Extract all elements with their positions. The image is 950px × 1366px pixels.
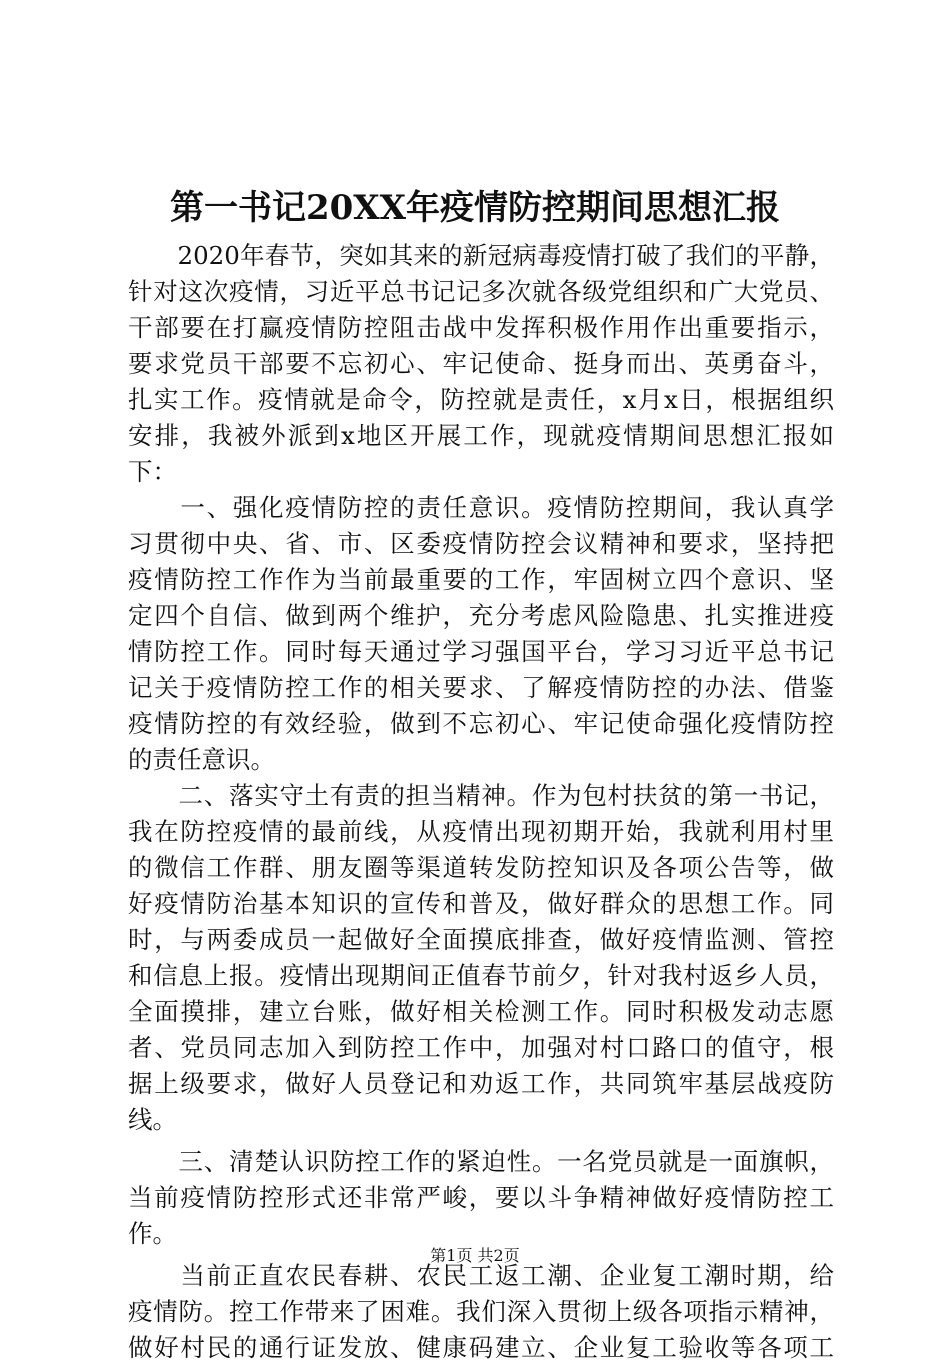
text-line: 扎实工作。疫情就是命令，防控就是责任，x月x日，根据组织 <box>128 385 834 414</box>
text-line: 习贯彻中央、省、市、区委疫情防控会议精神和要求，坚持把 <box>128 529 834 558</box>
text-line: 二、落实守土有责的担当精神。作为包村扶贫的第一书记， <box>128 781 834 810</box>
text-line: 一、强化疫情防控的责任意识。疫情防控期间，我认真学 <box>128 493 834 522</box>
page-footer: 第1页 共2页 <box>430 1246 520 1265</box>
paragraph <box>128 778 834 1138</box>
text-line: 情防控工作。同时每天通过学习强国平台，学习习近平总书记 <box>128 637 834 666</box>
text-line: 好疫情防治基本知识的宣传和普及，做好群众的思想工作。同 <box>128 889 834 918</box>
text-line: 的微信工作群、朋友圈等渠道转发防控知识及各项公告等，做 <box>128 853 834 882</box>
text-line: 和信息上报。疫情出现期间正值春节前夕，针对我村返乡人员， <box>128 961 834 990</box>
document-body <box>128 238 834 1366</box>
paragraph <box>128 238 834 490</box>
text-line: 疫情防。控工作带来了困难。我们深入贯彻上级各项指示精神， <box>128 1297 834 1326</box>
paragraph <box>128 1258 834 1366</box>
text-line: 三、清楚认识防控工作的紧迫性。一名党员就是一面旗帜， <box>128 1147 834 1176</box>
text-line: 全面摸排，建立台账，做好相关检测工作。同时积极发动志愿 <box>128 997 834 1026</box>
text-line: 记关于疫情防控工作的相关要求、了解疫情防控的办法、借鉴 <box>128 673 834 702</box>
text-line: 疫情防控的有效经验，做到不忘初心、牢记使命强化疫情防控 <box>128 709 834 738</box>
text-line: 干部要在打赢疫情防控阻击战中发挥积极作用作出重要指示， <box>128 313 834 342</box>
text-line: 2020年春节，突如其来的新冠病毒疫情打破了我们的平静， <box>128 241 834 270</box>
text-line: 疫情防控工作作为当前最重要的工作，牢固树立四个意识、坚 <box>128 565 834 594</box>
text-line: 时，与两委成员一起做好全面摸底排查，做好疫情监测、管控 <box>128 925 834 954</box>
paragraph <box>128 1144 834 1252</box>
text-line: 安排，我被外派到x地区开展工作，现就疫情期间思想汇报如 <box>128 421 834 450</box>
document-title: 第一书记20XX年疫情防控期间思想汇报 <box>169 188 781 228</box>
paragraph <box>128 490 834 778</box>
text-line: 定四个自信、做到两个维护，充分考虑风险隐患、扎实推进疫 <box>128 601 834 630</box>
text-line: 的责任意识。 <box>128 745 275 774</box>
text-line: 我在防控疫情的最前线，从疫情出现初期开始，我就利用村里 <box>128 817 834 846</box>
text-line: 据上级要求，做好人员登记和劝返工作，共同筑牢基层战疫防 <box>128 1069 834 1098</box>
text-line: 当前疫情防控形式还非常严峻，要以斗争精神做好疫情防控工 <box>128 1183 834 1212</box>
text-line: 针对这次疫情，习近平总书记记多次就各级党组织和广大党员、 <box>128 277 834 306</box>
text-line: 作。 <box>128 1219 177 1248</box>
text-line: 要求党员干部要不忘初心、牢记使命、挺身而出、英勇奋斗， <box>128 349 834 378</box>
text-line: 做好村民的通行证发放、健康码建立、企业复工验收等各项工 <box>128 1333 834 1362</box>
text-line: 线。 <box>128 1105 177 1134</box>
text-line: 者、党员同志加入到防控工作中，加强对村口路口的值守，根 <box>128 1033 834 1062</box>
text-line: 当前正直农民春耕、农民工返工潮、企业复工潮时期，给 <box>128 1261 834 1290</box>
text-line: 下： <box>128 457 177 486</box>
